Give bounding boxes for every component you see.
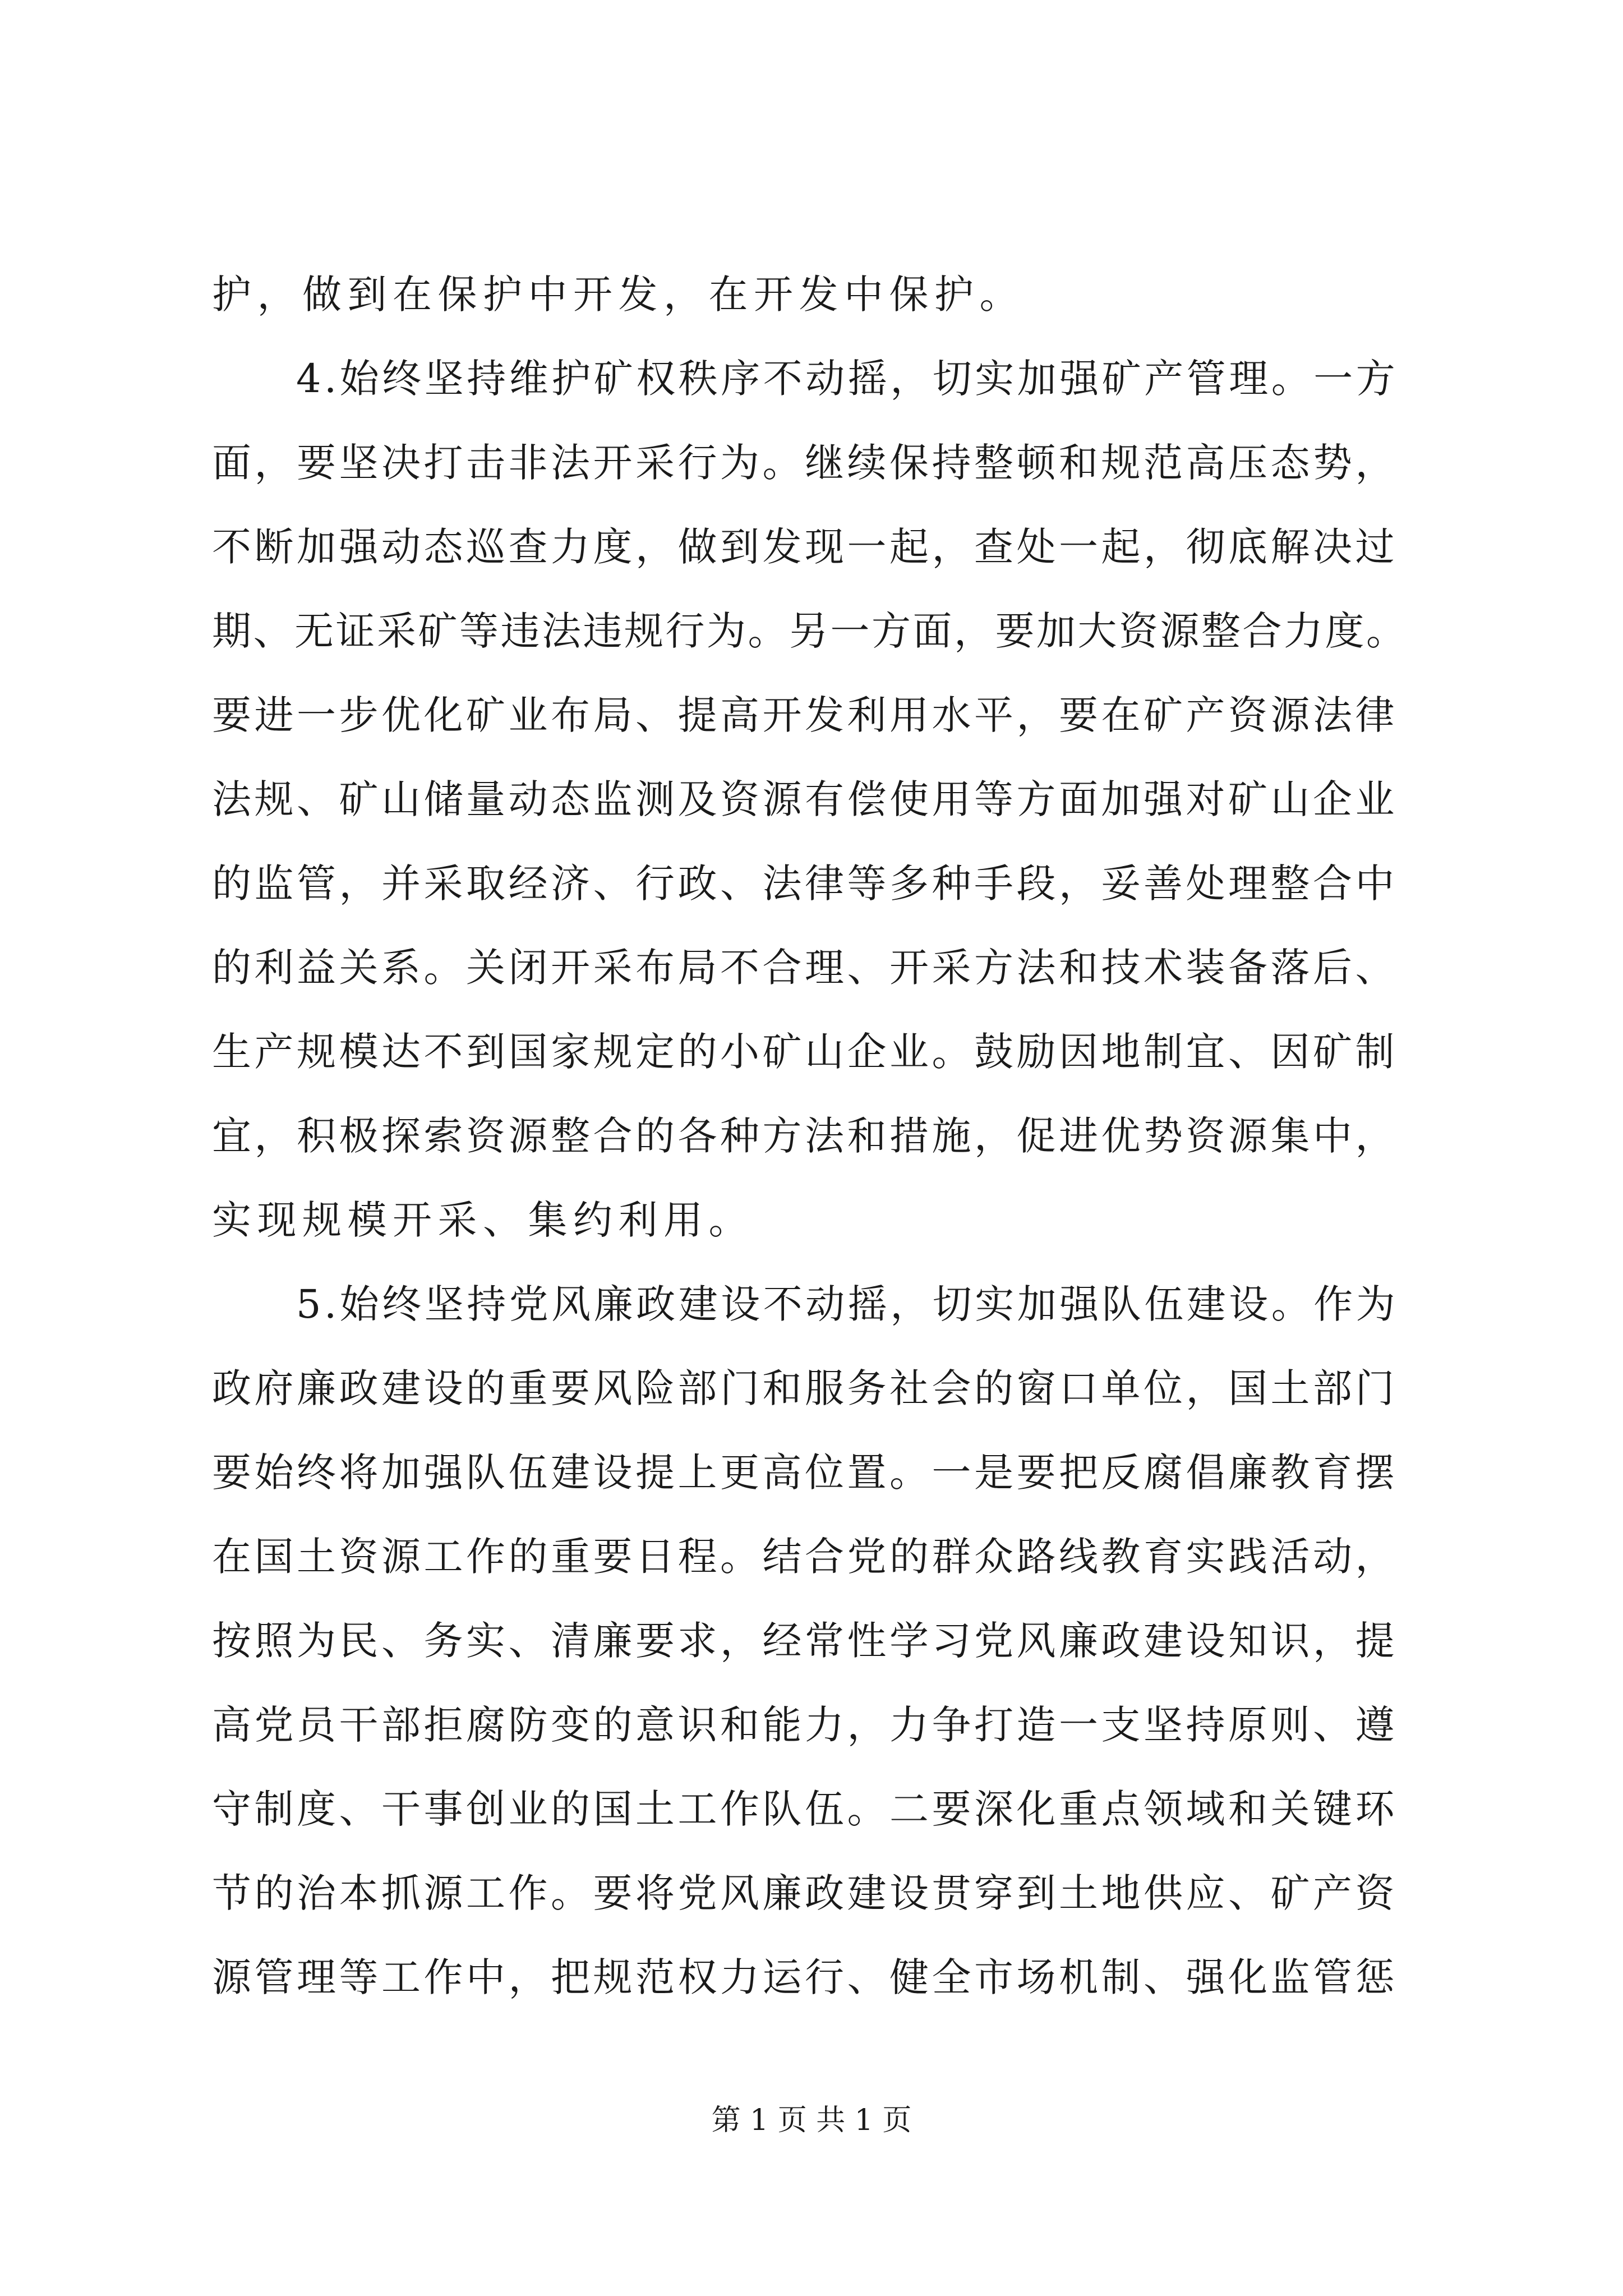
text-line: 高党员干部拒腐防变的意识和能力，力争打造一支坚持原则、遵 — [212, 1702, 1398, 1748]
text-line: 生产规模达不到国家规定的小矿山企业。鼓励因地制宜、因矿制 — [212, 1029, 1398, 1075]
text-line: 宜，积极探索资源整合的各种方法和措施，促进优势资源集中， — [212, 1113, 1398, 1159]
text-line: 不断加强动态巡查力度，做到发现一起，查处一起，彻底解决过 — [212, 524, 1398, 570]
text-line: 源管理等工作中，把规范权力运行、健全市场机制、强化监管惩 — [212, 1954, 1398, 2000]
page-footer — [0, 2092, 1623, 2148]
text-line: 的监管，并采取经济、行政、法律等多种手段，妥善处理整合中 — [212, 861, 1398, 907]
text-line: 按照为民、务实、清廉要求，经常性学习党风廉政建设知识，提 — [212, 1618, 1398, 1664]
text-line: 护，做到在保护中开发，在开发中保护。 — [212, 272, 1025, 318]
text-line: 节的治本抓源工作。要将党风廉政建设贯穿到土地供应、矿产资 — [212, 1870, 1398, 1916]
text-line: 要始终将加强队伍建设提上更高位置。一是要把反腐倡廉教育摆 — [212, 1450, 1398, 1496]
text-line: 在国土资源工作的重要日程。结合党的群众路线教育实践活动， — [212, 1534, 1398, 1580]
text-line: 5.始终坚持党风廉政建设不动摇，切实加强队伍建设。作为 — [296, 1281, 1399, 1327]
text-line: 政府廉政建设的重要风险部门和服务社会的窗口单位，国土部门 — [212, 1365, 1398, 1411]
text-line: 4.始终坚持维护矿权秩序不动摇，切实加强矿产管理。一方 — [296, 356, 1399, 402]
text-line: 要进一步优化矿业布局、提高开发利用水平，要在矿产资源法律 — [212, 692, 1398, 738]
text-line: 守制度、干事创业的国土工作队伍。二要深化重点领域和关键环 — [212, 1786, 1398, 1832]
text-line: 的利益关系。关闭开采布局不合理、开采方法和技术装备落后、 — [212, 945, 1398, 991]
page-number-label: 第 1 页 共 1 页 — [711, 2104, 912, 2137]
text-line: 期、无证采矿等违法违规行为。另一方面，要加大资源整合力度。 — [212, 608, 1408, 654]
text-line: 实现规模开采、集约利用。 — [212, 1197, 754, 1243]
text-line: 面，要坚决打击非法开采行为。继续保持整顿和规范高压态势， — [212, 440, 1398, 486]
text-line: 法规、矿山储量动态监测及资源有偿使用等方面加强对矿山企业 — [212, 776, 1398, 822]
